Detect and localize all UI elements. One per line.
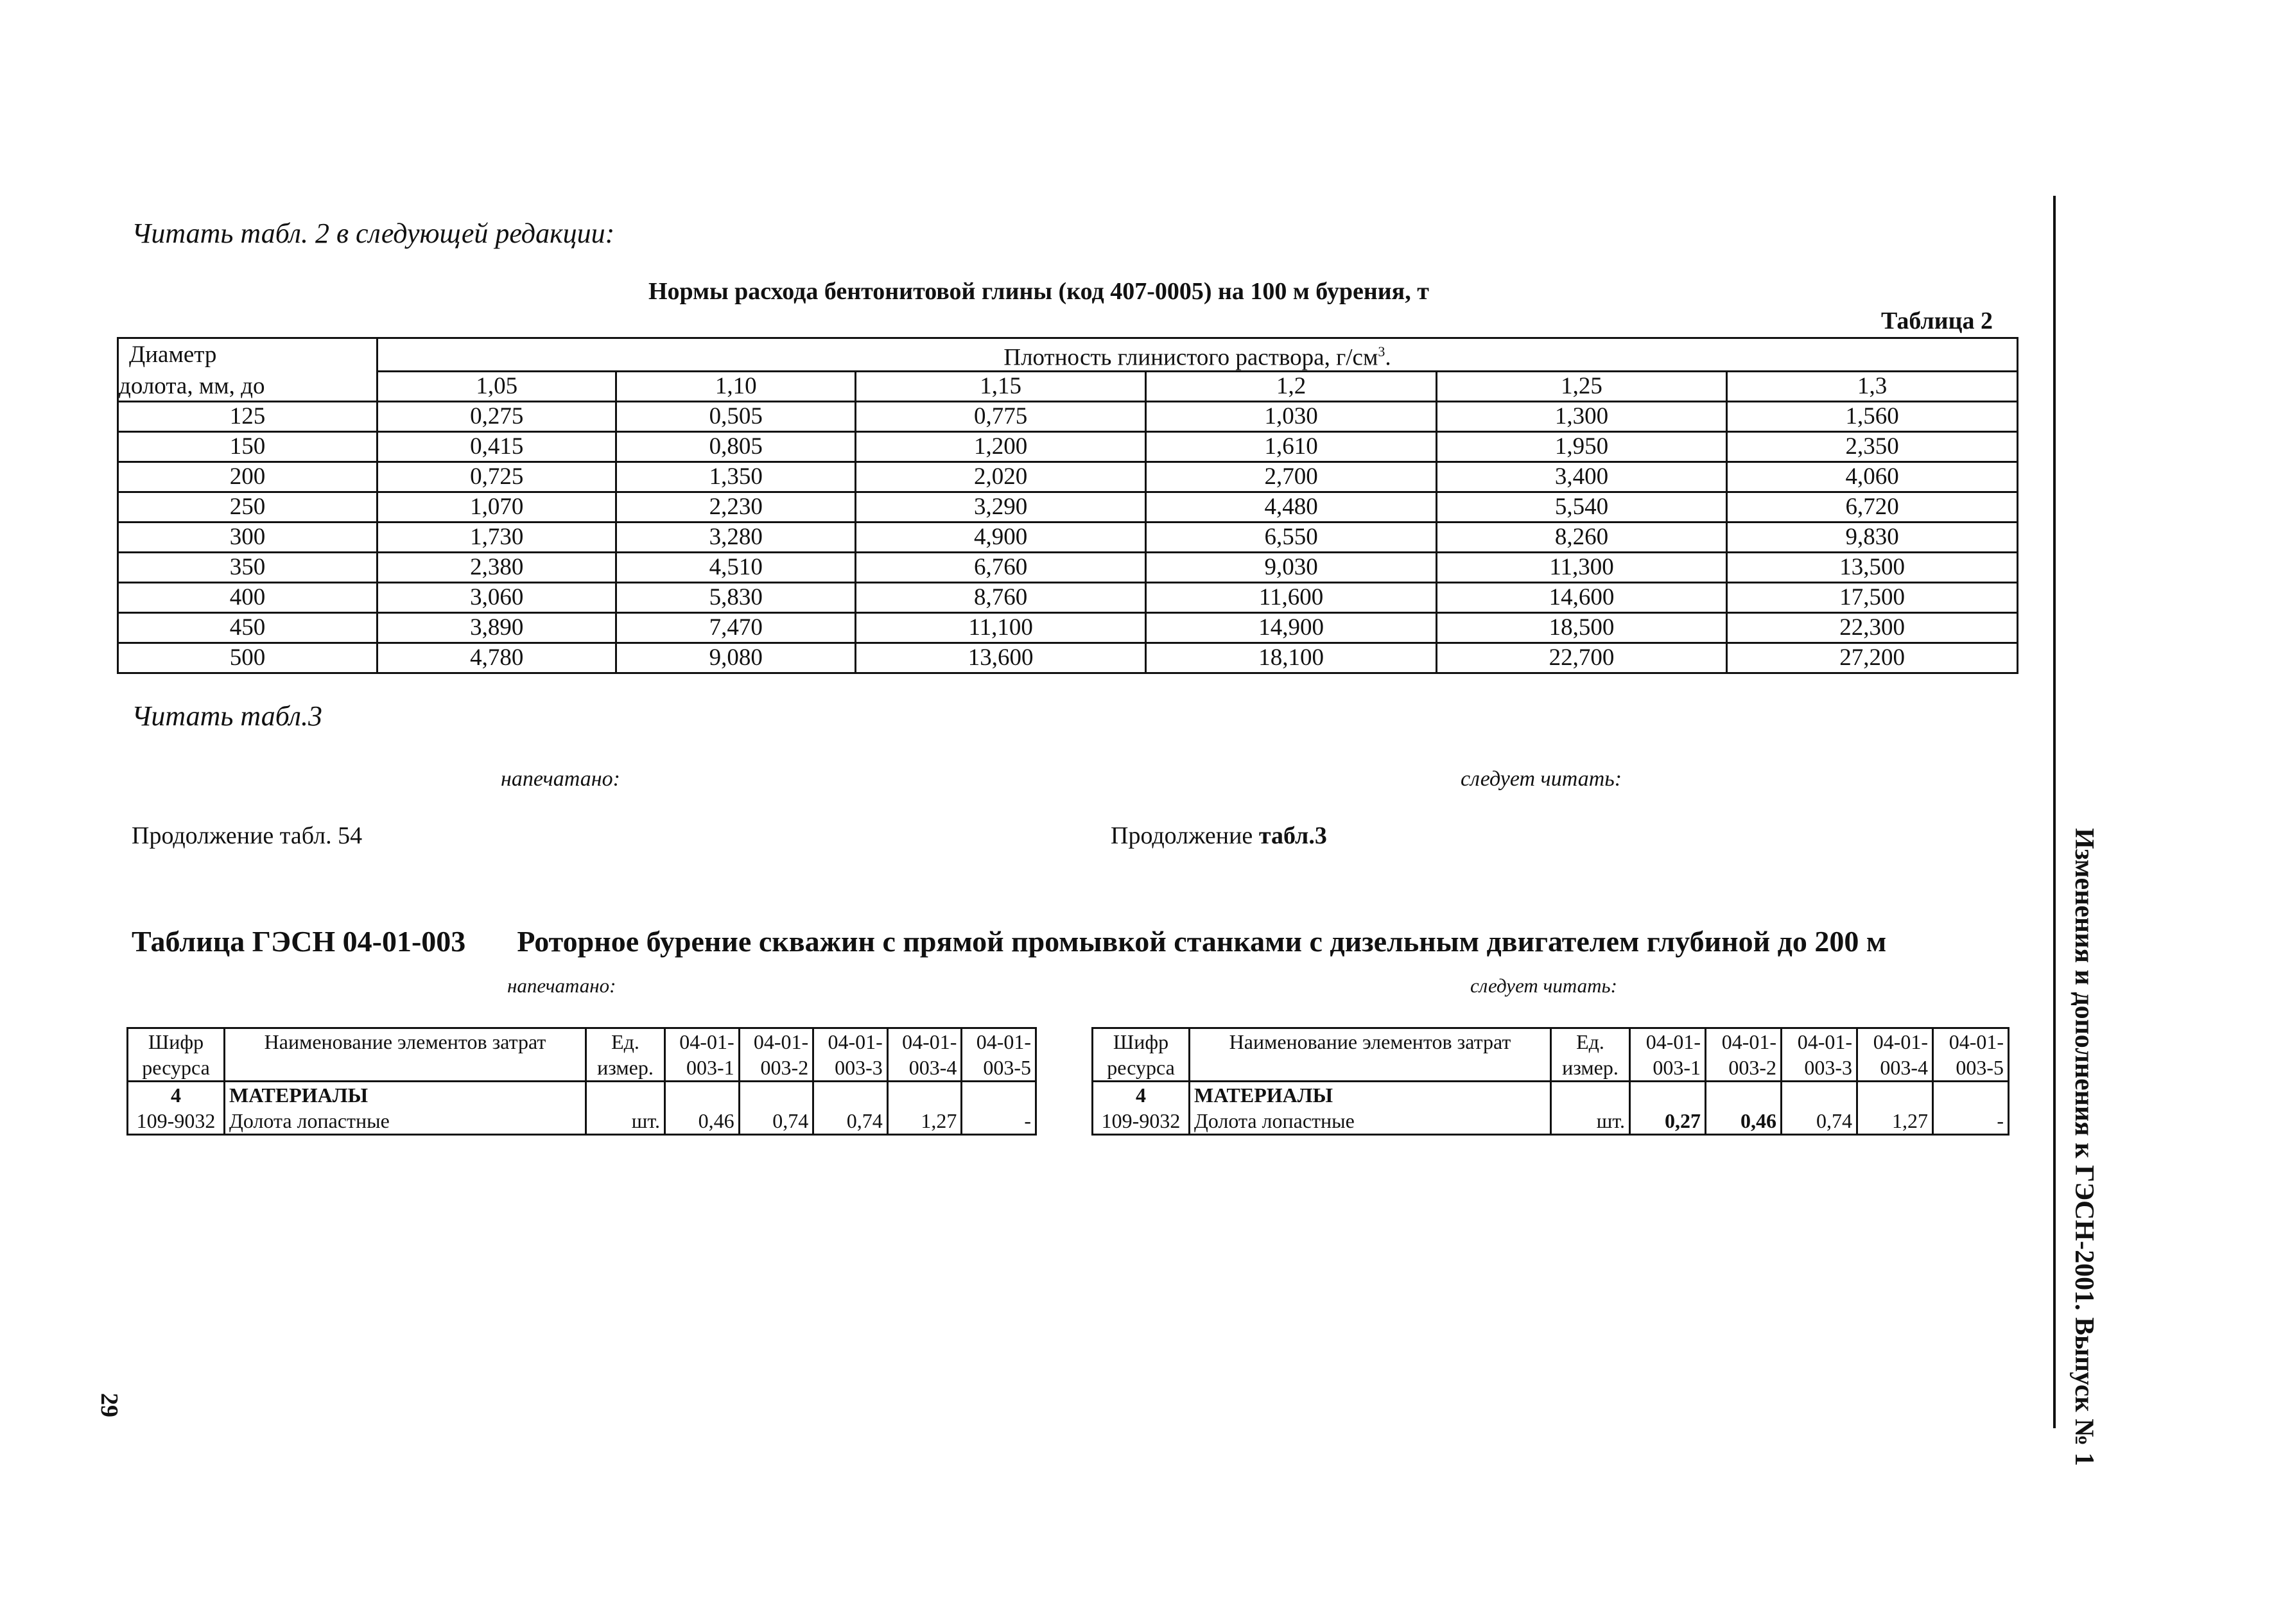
name-header: Наименование элементов затрат xyxy=(1190,1028,1551,1055)
empty-cell xyxy=(665,1082,740,1109)
col-header: 003-2 xyxy=(1706,1055,1782,1082)
col-header: 003-5 xyxy=(962,1055,1036,1082)
norm-value-cell: 1,300 xyxy=(1436,402,1726,432)
table-row xyxy=(118,462,2018,492)
bentonite-norms-table xyxy=(117,337,2018,674)
unit-header: Ед. xyxy=(586,1028,665,1055)
col-header: 04-01- xyxy=(1782,1028,1857,1055)
norm-value-cell: 18,500 xyxy=(1436,613,1726,643)
section-code: 4 xyxy=(1093,1082,1190,1109)
norm-value-cell: 2,380 xyxy=(378,553,616,583)
empty-cell xyxy=(1933,1082,2009,1109)
gesn-table-title: Таблица ГЭСН 04-01-003 Роторное бурение скважин с прямой промывкой станками с дизельным двигателем глубиной до 200 м xyxy=(132,925,1887,958)
table-header-row xyxy=(1093,1028,2009,1055)
norm-value-cell: 1,200 xyxy=(855,432,1145,462)
norm-value-cell: 11,300 xyxy=(1436,553,1726,583)
norm-value-cell: 3,400 xyxy=(1436,462,1726,492)
norm-value-cell: 13,500 xyxy=(1727,553,2018,583)
norm-value-cell: 4,510 xyxy=(616,553,855,583)
table2-label: Таблица 2 xyxy=(1881,307,1993,334)
table-header-row xyxy=(118,372,2018,402)
col-header: 003-4 xyxy=(1857,1055,1933,1082)
resource-value: - xyxy=(1933,1108,2009,1135)
diameter-cell: 350 xyxy=(118,553,378,583)
norm-value-cell: 9,830 xyxy=(1727,523,2018,553)
norm-value-cell: 7,470 xyxy=(616,613,855,643)
norm-value-cell: 1,030 xyxy=(1146,402,1436,432)
col-header: 04-01- xyxy=(1630,1028,1706,1055)
norm-value-cell: 22,300 xyxy=(1727,613,2018,643)
resource-unit: шт. xyxy=(1551,1108,1630,1135)
norm-value-cell: 5,540 xyxy=(1436,492,1726,523)
resource-name: Долота лопастные xyxy=(1190,1108,1551,1135)
resource-value: 0,27 xyxy=(1630,1108,1706,1135)
table-header-row xyxy=(118,338,2018,372)
col-header: 003-2 xyxy=(739,1055,813,1082)
norm-value-cell: 18,100 xyxy=(1146,643,1436,673)
density-col: 1,10 xyxy=(616,372,855,402)
resource-value: 1,27 xyxy=(1857,1108,1933,1135)
section-heading-table2: Читать табл. 2 в следующей редакции: xyxy=(132,218,615,249)
section-code: 4 xyxy=(128,1082,225,1109)
norm-value-cell: 11,100 xyxy=(855,613,1145,643)
table-row xyxy=(1093,1082,2009,1109)
col-header: 04-01- xyxy=(665,1028,740,1055)
page-number: 29 xyxy=(96,1393,123,1417)
norm-value-cell: 9,080 xyxy=(616,643,855,673)
table-header-row xyxy=(1093,1055,2009,1082)
side-divider xyxy=(2053,196,2056,1428)
diameter-cell: 500 xyxy=(118,643,378,673)
continuation-printed: Продолжение табл. 54 xyxy=(132,822,363,849)
density-header: Плотность глинистого раствора, $г/см^3$. xyxy=(378,338,2018,372)
norm-value-cell: 27,200 xyxy=(1727,643,2018,673)
table-row xyxy=(128,1082,1036,1109)
col-header: 04-01- xyxy=(1857,1028,1933,1055)
code-header: ресурса xyxy=(128,1055,225,1082)
diameter-cell: 450 xyxy=(118,613,378,643)
col-header: 04-01- xyxy=(1706,1028,1782,1055)
empty-cell xyxy=(1630,1082,1706,1109)
norm-value-cell: 6,760 xyxy=(855,553,1145,583)
norm-value-cell: 9,030 xyxy=(1146,553,1436,583)
diameter-cell: 200 xyxy=(118,462,378,492)
norm-value-cell: 1,950 xyxy=(1436,432,1726,462)
empty-cell xyxy=(1782,1082,1857,1109)
empty-cell xyxy=(887,1082,962,1109)
density-col: 1,15 xyxy=(855,372,1145,402)
code-header: Шифр xyxy=(1093,1028,1190,1055)
norm-value-cell: 4,900 xyxy=(855,523,1145,553)
norm-value-cell: 2,230 xyxy=(616,492,855,523)
norm-value-cell: 2,020 xyxy=(855,462,1145,492)
norm-value-cell: 11,600 xyxy=(1146,583,1436,613)
should-read-label: следует читать: xyxy=(1461,767,1622,791)
col-header: 003-4 xyxy=(887,1055,962,1082)
table-row xyxy=(118,613,2018,643)
name-header-cont xyxy=(1190,1055,1551,1082)
col-header: 003-1 xyxy=(665,1055,740,1082)
code-header: Шифр xyxy=(128,1028,225,1055)
should-read-label: следует читать: xyxy=(1470,974,1617,997)
density-col: 1,05 xyxy=(378,372,616,402)
table-row xyxy=(118,643,2018,673)
norm-value-cell: 1,730 xyxy=(378,523,616,553)
empty-cell xyxy=(813,1082,888,1109)
norm-value-cell: 1,560 xyxy=(1727,402,2018,432)
norm-value-cell: 5,830 xyxy=(616,583,855,613)
table-row xyxy=(128,1108,1036,1135)
col-header: 04-01- xyxy=(887,1028,962,1055)
density-col: 1,25 xyxy=(1436,372,1726,402)
norm-value-cell: 3,060 xyxy=(378,583,616,613)
resource-value: 0,74 xyxy=(739,1108,813,1135)
empty-cell xyxy=(739,1082,813,1109)
resource-value: 0,46 xyxy=(665,1108,740,1135)
resource-value: 0,74 xyxy=(813,1108,888,1135)
empty-cell xyxy=(962,1082,1036,1109)
diameter-cell: 125 xyxy=(118,402,378,432)
norm-value-cell: 0,275 xyxy=(378,402,616,432)
density-col: 1,3 xyxy=(1727,372,2018,402)
col-header: 003-3 xyxy=(813,1055,888,1082)
empty-cell xyxy=(1706,1082,1782,1109)
resource-code: 109-9032 xyxy=(1093,1108,1190,1135)
col-header: 04-01- xyxy=(739,1028,813,1055)
density-col: 1,2 xyxy=(1146,372,1436,402)
section-name: МАТЕРИАЛЫ xyxy=(1190,1082,1551,1109)
norm-value-cell: 4,060 xyxy=(1727,462,2018,492)
table2-caption: Нормы расхода бентонитовой глины (код 407-0005) на 100 м бурения, т xyxy=(648,278,1429,305)
norm-value-cell: 1,070 xyxy=(378,492,616,523)
corrected-resource-table xyxy=(1091,1027,2009,1136)
norm-value-cell: 3,890 xyxy=(378,613,616,643)
norm-value-cell: 4,780 xyxy=(378,643,616,673)
table-header-row xyxy=(128,1055,1036,1082)
diameter-cell: 150 xyxy=(118,432,378,462)
col-header: 003-5 xyxy=(1933,1055,2009,1082)
norm-value-cell: 1,610 xyxy=(1146,432,1436,462)
col-header: 04-01- xyxy=(962,1028,1036,1055)
unit-header: измер. xyxy=(586,1055,665,1082)
section-name: МАТЕРИАЛЫ xyxy=(225,1082,586,1109)
table-row xyxy=(118,492,2018,523)
resource-value: 0,46 xyxy=(1706,1108,1782,1135)
diameter-cell: 400 xyxy=(118,583,378,613)
col-header: 003-3 xyxy=(1782,1055,1857,1082)
norm-value-cell: 4,480 xyxy=(1146,492,1436,523)
norm-value-cell: 14,900 xyxy=(1146,613,1436,643)
resource-code: 109-9032 xyxy=(128,1108,225,1135)
col-header: 04-01- xyxy=(813,1028,888,1055)
table-row xyxy=(118,583,2018,613)
resource-unit: шт. xyxy=(586,1108,665,1135)
norm-value-cell: 3,280 xyxy=(616,523,855,553)
resource-value: 1,27 xyxy=(887,1108,962,1135)
table-header-row xyxy=(128,1028,1036,1055)
norm-value-cell: 0,725 xyxy=(378,462,616,492)
col-header: 04-01- xyxy=(1933,1028,2009,1055)
empty-cell xyxy=(1551,1082,1630,1109)
unit-header: измер. xyxy=(1551,1055,1630,1082)
name-header: Наименование элементов затрат xyxy=(225,1028,586,1055)
norm-value-cell: 2,350 xyxy=(1727,432,2018,462)
norm-value-cell: 8,260 xyxy=(1436,523,1726,553)
norm-value-cell: 2,700 xyxy=(1146,462,1436,492)
name-header-cont xyxy=(225,1055,586,1082)
table-row xyxy=(118,553,2018,583)
norm-value-cell: 1,350 xyxy=(616,462,855,492)
resource-value: - xyxy=(962,1108,1036,1135)
diameter-cell: 300 xyxy=(118,523,378,553)
norm-value-cell: 0,505 xyxy=(616,402,855,432)
side-running-title: Изменения и дополнения к ГЭСН-2001. Выпуск № 1 xyxy=(2069,828,2099,1466)
diameter-header: Диаметр xyxy=(118,338,378,372)
table-row xyxy=(118,402,2018,432)
col-header: 003-1 xyxy=(1630,1055,1706,1082)
resource-name: Долота лопастные xyxy=(225,1108,586,1135)
diameter-cell: 250 xyxy=(118,492,378,523)
norm-value-cell: 8,760 xyxy=(855,583,1145,613)
continuation-corrected: Продолжение табл.3 xyxy=(1111,822,1327,849)
norm-value-cell: 22,700 xyxy=(1436,643,1726,673)
norm-value-cell: 14,600 xyxy=(1436,583,1726,613)
norm-value-cell: 17,500 xyxy=(1727,583,2018,613)
table-row xyxy=(118,432,2018,462)
code-header: ресурса xyxy=(1093,1055,1190,1082)
norm-value-cell: 13,600 xyxy=(855,643,1145,673)
section-heading-table3: Читать табл.3 xyxy=(132,700,322,732)
norm-value-cell: 0,805 xyxy=(616,432,855,462)
printed-resource-table xyxy=(126,1027,1037,1136)
norm-value-cell: 0,775 xyxy=(855,402,1145,432)
unit-header: Ед. xyxy=(1551,1028,1630,1055)
printed-label: напечатано: xyxy=(507,974,616,997)
norm-value-cell: 3,290 xyxy=(855,492,1145,523)
empty-cell xyxy=(586,1082,665,1109)
resource-value: 0,74 xyxy=(1782,1108,1857,1135)
norm-value-cell: 0,415 xyxy=(378,432,616,462)
norm-value-cell: 6,720 xyxy=(1727,492,2018,523)
table-row xyxy=(1093,1108,2009,1135)
diameter-header-cont: долота, мм, до xyxy=(118,372,378,402)
table-row xyxy=(118,523,2018,553)
empty-cell xyxy=(1857,1082,1933,1109)
printed-label: напечатано: xyxy=(501,767,620,791)
norm-value-cell: 6,550 xyxy=(1146,523,1436,553)
